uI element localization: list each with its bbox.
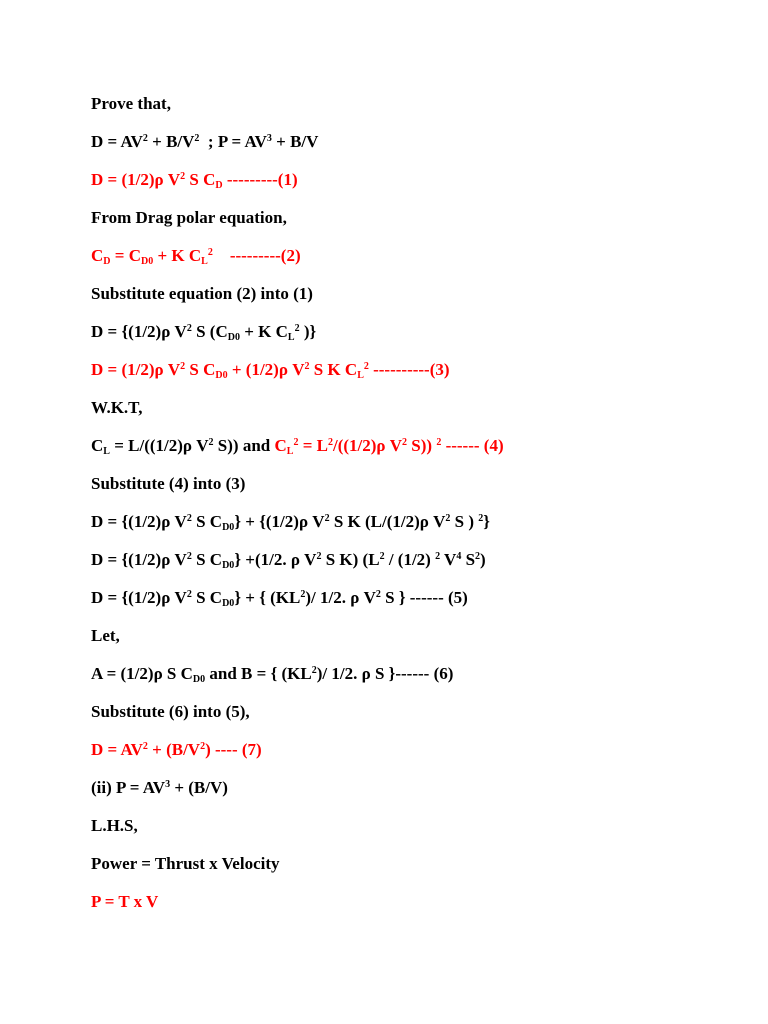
superscript: 2 — [445, 513, 451, 524]
subscript: L — [201, 256, 208, 267]
equation-7 — [91, 740, 262, 760]
subscript: D — [215, 180, 223, 191]
equation-5 — [91, 588, 468, 608]
substitute-6-into-5 — [91, 702, 250, 722]
text: S K) (L — [321, 550, 380, 569]
text: D = (1/2)ρ V — [91, 360, 181, 379]
superscript: 2 — [200, 741, 206, 752]
text: Substitute equation (2) into (1) — [91, 284, 313, 303]
power-equation — [91, 892, 158, 912]
text: + B/V — [147, 132, 195, 151]
equation-to-prove — [91, 132, 318, 152]
superscript: 2 — [327, 437, 333, 448]
text: From Drag polar equation, — [91, 208, 287, 227]
superscript: 2 — [304, 361, 310, 372]
text: = L — [298, 436, 328, 455]
power-definition — [91, 854, 280, 874]
subscript: D0 — [222, 560, 235, 571]
text: D = {(1/2)ρ V — [91, 550, 187, 569]
text: ; P = AV — [199, 132, 267, 151]
text: S C — [185, 170, 216, 189]
text: + K C — [239, 322, 288, 341]
wkt-heading — [91, 398, 143, 418]
text: } + { (KL — [234, 588, 301, 607]
subscript: L — [286, 446, 294, 457]
text: Prove that, — [91, 94, 171, 113]
subscript: D0 — [222, 522, 235, 533]
text: } — [483, 512, 490, 531]
equation-step-c — [91, 550, 486, 570]
superscript: 2 — [294, 323, 300, 334]
text: )/ 1/2. ρ S }------ (6) — [316, 664, 454, 683]
lhs-heading — [91, 816, 138, 836]
superscript: 2 — [435, 551, 441, 562]
text: L.H.S, — [91, 816, 138, 835]
superscript: 2 — [180, 171, 186, 182]
superscript: 2 — [142, 133, 148, 144]
text: S)) — [407, 436, 437, 455]
superscript: 2 — [375, 589, 381, 600]
text: S K C — [309, 360, 358, 379]
text: S (C — [191, 322, 228, 341]
superscript: 2 — [186, 589, 192, 600]
superscript: 2 — [208, 437, 214, 448]
subscript: D0 — [140, 256, 154, 267]
superscript: 3 — [165, 779, 171, 790]
superscript: 2 — [436, 437, 442, 448]
text: Let, — [91, 626, 120, 645]
drag-polar-heading — [91, 208, 287, 228]
text: } +(1/2. ρ V — [234, 550, 317, 569]
text: D = {(1/2)ρ V — [91, 588, 187, 607]
substitute-2-into-1 — [91, 284, 313, 304]
superscript: 2 — [300, 589, 306, 600]
superscript: 2 — [186, 513, 192, 524]
text: S C — [191, 550, 223, 569]
text: + B/V — [271, 132, 319, 151]
superscript: 2 — [402, 437, 408, 448]
text: D = AV — [91, 132, 143, 151]
text: ----------(3) — [368, 360, 450, 379]
text: D = {(1/2)ρ V — [91, 512, 187, 531]
text: Substitute (6) into (5), — [91, 702, 250, 721]
text: C — [91, 436, 104, 455]
text: and B = { (KL — [205, 664, 312, 683]
equation-3 — [91, 360, 450, 380]
subscript: L — [103, 446, 110, 457]
subscript: D0 — [222, 598, 235, 609]
superscript: 2 — [324, 513, 330, 524]
text: + (1/2)ρ V — [227, 360, 305, 379]
text: + K C — [153, 246, 202, 265]
text: C — [274, 436, 287, 455]
text: S } ------ (5) — [380, 588, 468, 607]
text: } + {(1/2)ρ V — [234, 512, 325, 531]
part-ii-equation — [91, 778, 228, 798]
subscript: L — [287, 332, 295, 343]
text: V — [440, 550, 457, 569]
superscript: 2 — [180, 361, 186, 372]
subscript: D0 — [192, 674, 206, 685]
equation-1 — [91, 170, 298, 190]
text: )} — [299, 322, 317, 341]
subscript: D — [103, 256, 111, 267]
text: = C — [110, 246, 141, 265]
text: ) ---- (7) — [205, 740, 262, 759]
text: S C — [191, 512, 223, 531]
text: ---------(1) — [222, 170, 298, 189]
text: C — [91, 246, 104, 265]
text: P = T x V — [91, 892, 159, 911]
let-heading — [91, 626, 120, 646]
superscript: 2 — [478, 513, 484, 524]
superscript: 2 — [379, 551, 385, 562]
equation-4 — [91, 436, 504, 456]
subscript: D0 — [215, 370, 228, 381]
text: D = {(1/2)ρ V — [91, 322, 187, 341]
superscript: 2 — [316, 551, 322, 562]
text: D = AV — [91, 740, 143, 759]
text: + (B/V) — [170, 778, 228, 797]
text: /((1/2)ρ V — [332, 436, 403, 455]
superscript: 2 — [293, 437, 299, 448]
text: S C — [185, 360, 216, 379]
text: W.K.T, — [91, 398, 143, 417]
text: A = (1/2)ρ S C — [91, 664, 193, 683]
superscript: 2 — [311, 665, 317, 676]
text: ------ (4) — [441, 436, 504, 455]
substitute-4-into-3 — [91, 474, 245, 494]
superscript: 2 — [186, 551, 192, 562]
text: (ii) P = AV — [91, 778, 166, 797]
text: S ) — [450, 512, 479, 531]
text: = L/((1/2)ρ V — [109, 436, 209, 455]
superscript: 4 — [456, 551, 462, 562]
superscript: 2 — [207, 247, 213, 258]
text: D = (1/2)ρ V — [91, 170, 181, 189]
subscript: L — [357, 370, 364, 381]
superscript: 2 — [363, 361, 369, 372]
text: ) — [480, 550, 486, 569]
superscript: 2 — [475, 551, 481, 562]
text: S — [461, 550, 476, 569]
text: / (1/2) — [384, 550, 436, 569]
superscript: 2 — [142, 741, 148, 752]
text: )/ 1/2. ρ V — [305, 588, 376, 607]
text: + (B/V — [147, 740, 201, 759]
text: Substitute (4) into (3) — [91, 474, 246, 493]
text: ---------(2) — [212, 246, 301, 265]
text: S K (L/(1/2)ρ V — [329, 512, 446, 531]
text: S)) and — [213, 436, 275, 455]
equation-2 — [91, 246, 301, 266]
text: Power = Thrust x Velocity — [91, 854, 280, 873]
superscript: 3 — [266, 133, 272, 144]
prove-that-heading — [91, 94, 171, 114]
subscript: D0 — [227, 332, 240, 343]
text: S C — [191, 588, 223, 607]
equation-6 — [91, 664, 453, 684]
equation-step-b — [91, 512, 490, 532]
red-segment — [274, 436, 503, 455]
superscript: 2 — [186, 323, 192, 334]
equation-step-a — [91, 322, 316, 342]
superscript: 2 — [194, 133, 200, 144]
